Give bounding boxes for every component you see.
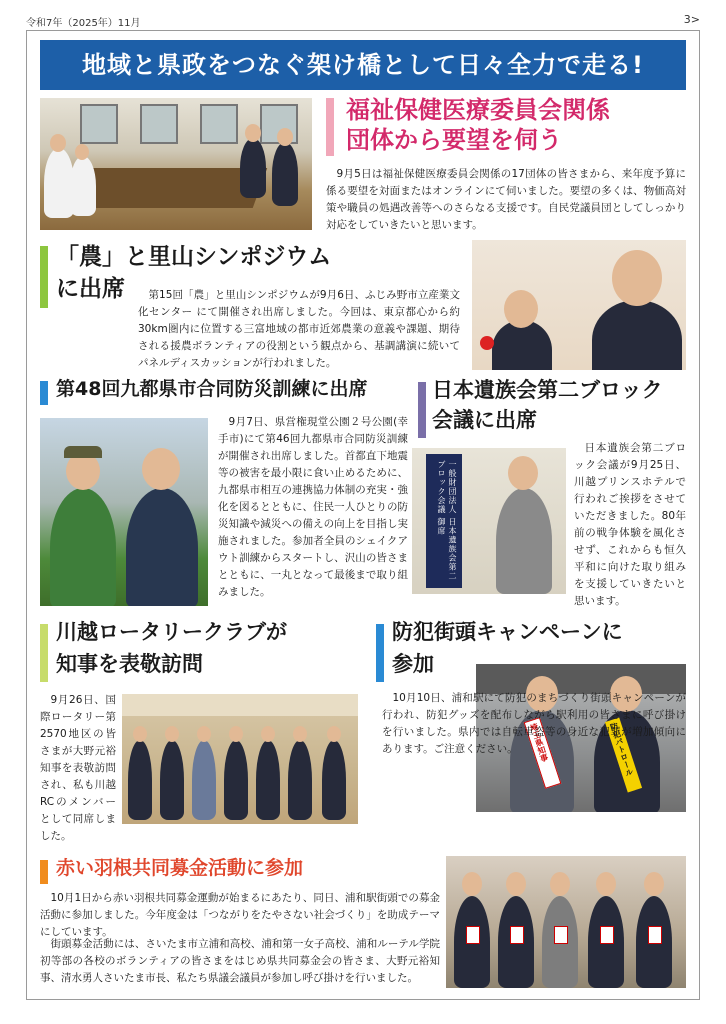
welfare-title-line1: 福祉保健医療委員会関係: [346, 96, 610, 124]
satoyama-title-line1: 「農」と里山シンポジウム: [56, 244, 332, 270]
drill-title: 第48回九都県市合同防災訓練に出席: [56, 378, 368, 400]
crime-title-line1: 防犯街頭キャンペーンに: [392, 620, 623, 644]
satoyama-body: 第15回「農」と里山シンポジウムが9月6日、ふじみ野市立産業文化センター にて開催され出席しました。今回は、東京都心から約30km圏内に位置する三富地域の都市近郊農業の意義や課題、期待される援農ボランティアの役割という観点から、基調講演に続いてパネルディスカッションが行われました。: [138, 289, 460, 369]
izoku-title-bar: [418, 382, 426, 438]
izoku-body: 日本遺族会第二ブロック会議が9月25日、川越プリンスホテルで行われご挨拶をさせていただきました。80年前の戦争体験を風化させず、これからも恒久平和に向けた取り組みを支援していきたいと思います。: [574, 442, 686, 607]
crime-sash-patrol: 防犯パトロール: [605, 717, 642, 792]
welfare-title-line2: 団体から要望を伺う: [346, 126, 562, 154]
rotary-group-photo: [122, 694, 358, 824]
welfare-meeting-photo: [40, 98, 312, 230]
izoku-title-line2: 会議に出席: [432, 408, 537, 432]
rotary-title-line2: 知事を表敬訪問: [56, 652, 203, 676]
izoku-title-line1: 日本遺族会第二ブロック: [432, 378, 663, 402]
feather-title: 赤い羽根共同募金活動に参加: [56, 857, 304, 879]
drill-title-bar: [40, 381, 48, 405]
welfare-body: 9月5日は福祉保健医療委員会関係の17団体の皆さまから、来年度予算に係る要望を対面またはオンラインにて伺いました。要望の多くは、物価高対策や職員の処遇改善等へのさらなる支援です。自民党議員団としてしっかり対応をしていきたいと思います。: [326, 168, 686, 231]
izoku-photo: [412, 448, 566, 594]
feather-body-2: 街頭募金活動には、さいたま市立浦和高校、浦和第一女子高校、浦和ルーテル学院初等部の各校のボランティアの皆さまをはじめ県共同募金会の皆さま、大野元裕知事、清水勇人さいたま市長、私たち県議会議員が参加し呼び掛けを行いました。: [40, 938, 440, 984]
welfare-title-bar: [326, 98, 334, 156]
feather-body-1: 10月1日から赤い羽根共同募金運動が始まるにあたり、同日、浦和駅街頭での募金活動に参加しました。今年度金は「つながりをたやさない社会づくり」を助成テーマにしています。: [40, 892, 440, 938]
main-banner: 地域と県政をつなぐ架け橋として日々全力で走る!: [40, 40, 686, 90]
crime-title-bar: [376, 624, 384, 682]
crime-sash-governor: 埼玉県知事: [524, 717, 562, 789]
satoyama-title-line2: に出席: [56, 276, 125, 302]
rotary-title-bar: [40, 624, 48, 682]
rotary-title-line1: 川越ロータリークラブが: [56, 620, 287, 644]
feather-title-bar: [40, 860, 48, 884]
izoku-sign: 一般財団法人 日本遺族会第二ブロック会議 御席: [426, 454, 462, 588]
satoyama-symposium-photo: [472, 240, 686, 370]
crime-title-line2: 参加: [392, 652, 434, 676]
issue-date: 令和7年（2025年）11月: [26, 18, 141, 29]
feather-fundraising-photo: [446, 856, 686, 988]
drill-body: 9月7日、県営権現堂公園２号公園(幸手市)にて第46回九都県市合同防災訓練が開催され出席しました。首都直下地震等の被害を最小限に食い止めるために、九都県市相互の連携協力体制の充実・強化を図るとともに、住民一人ひとりの防災知識や減災への備えの向上を目指し実施されました。参加者全員のシェイクアウト訓練からスタートし、沢山の皆さまとともに、一丸となって最後まで取り組みました。: [218, 416, 408, 598]
rotary-body: 9月26日、国際ロータリー第2570地区の皆さまが大野元裕知事を表敬訪問され、私も川越RCのメンバーとして同席しました。: [40, 694, 116, 842]
satoyama-title-bar: [40, 246, 48, 308]
page-number: 3>: [683, 13, 700, 26]
drill-photo: [40, 418, 208, 606]
crime-body: 10月10日、浦和駅にて防犯のまちづくり街頭キャンペーンが行われ、防犯グッズを配布しながら駅利用の皆さまに呼び掛けを行いました。県内では自転車盗等の身近な犯罪が増加傾向にあります。ご注意ください。: [382, 692, 686, 755]
